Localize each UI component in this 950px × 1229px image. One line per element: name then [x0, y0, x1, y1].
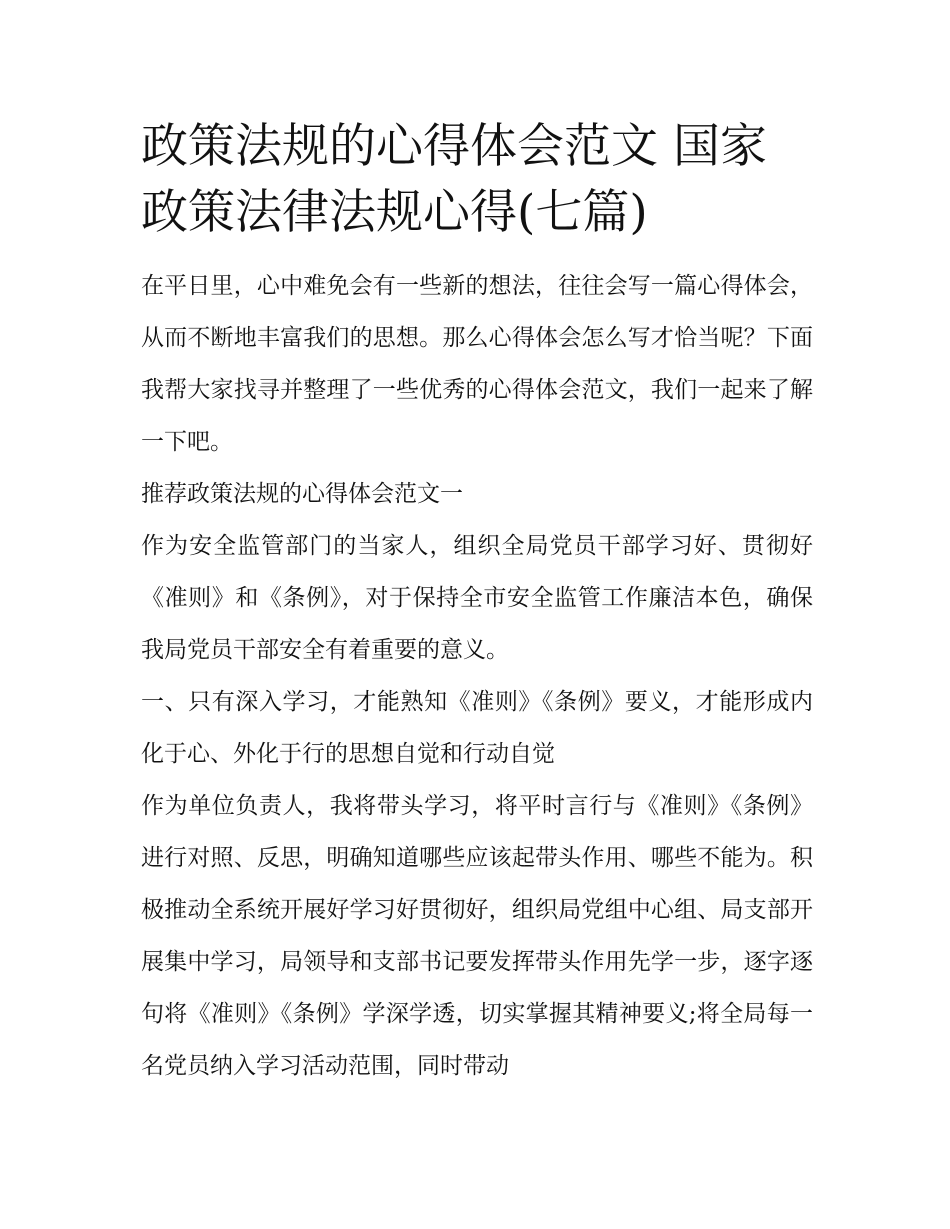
intro-paragraph: 在平日里，心中难免会有一些新的想法，往往会写一篇心得体会，从而不断地丰富我们的思想。那么心得体会怎么写才恰当呢？下面我帮大家找寻并整理了一些优秀的心得体会范文，我们一起来了解一下吧。 — [141, 273, 813, 455]
document-title: 政策法规的心得体会范文 国家政策法律法规心得(七篇) — [141, 119, 767, 240]
body-paragraph: 作为单位负责人，我将带头学习，将平时言行与《准则》《条例》进行对照、反思，明确知道哪些应该起带头作用、哪些不能为。积极推动全系统开展好学习好贯彻好，组织局党组中心组、局支部开展集中学习，局领导和支部书记要发挥带头作用先学一步，逐字逐句将《准则》《条例》学深学透，切实掌握其精神要义;将全局每一名党员纳入学习活动范围，同时带动 — [141, 793, 813, 1079]
section-heading: 推荐政策法规的心得体会范文一 — [141, 481, 463, 507]
document-body — [141, 114, 813, 1092]
subheading-paragraph: 一、只有深入学习，才能熟知《准则》《条例》要义，才能形成内化于心、外化于行的思想自觉和行动自觉 — [141, 689, 813, 767]
body-paragraph: 作为安全监管部门的当家人，组织全局党员干部学习好、贯彻好《准则》和《条例》，对于保持全市安全监管工作廉洁本色，确保我局党员干部安全有着重要的意义。 — [141, 533, 813, 663]
